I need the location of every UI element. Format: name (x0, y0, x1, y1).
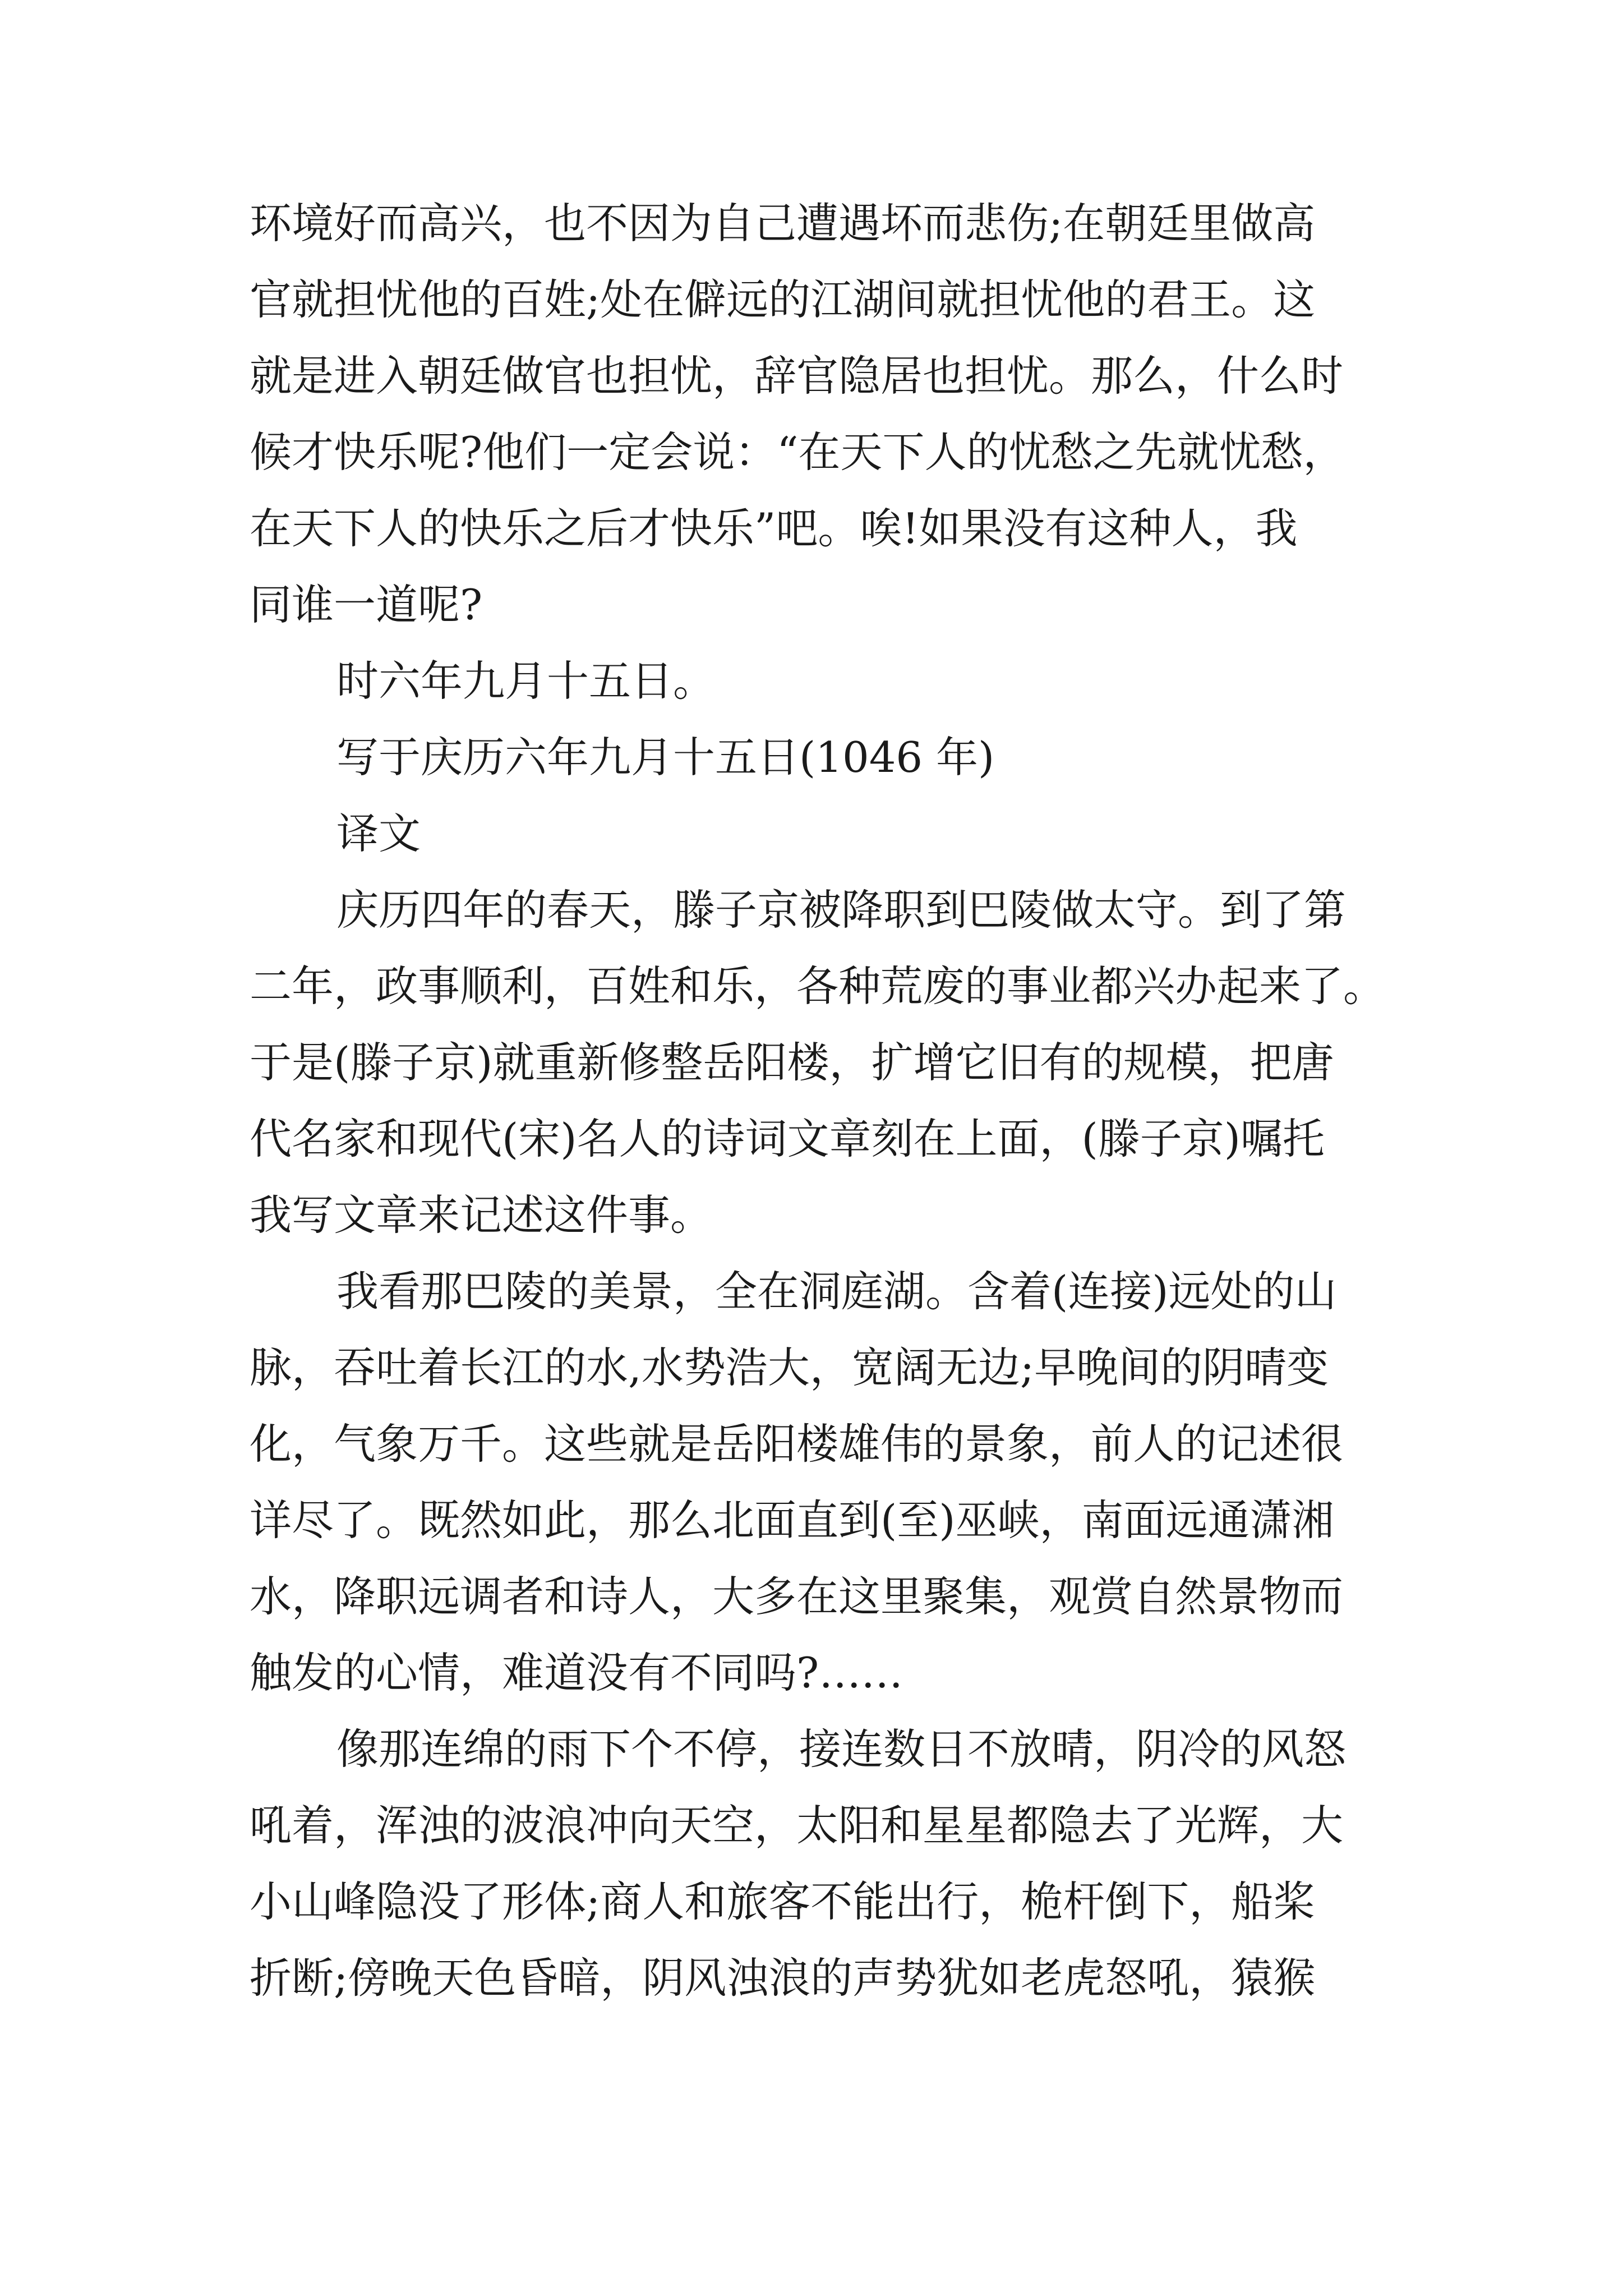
document-page (250, 185, 1394, 2016)
text-line: 水，降职远调者和诗人，大多在这里聚集，观赏自然景物而 (250, 1572, 1344, 1621)
text-line: 于是(滕子京)就重新修整岳阳楼，扩增它旧有的规模，把唐 (250, 1038, 1334, 1087)
text-line: 脉，吞吐着长江的水,水势浩大，宽阔无边;早晚间的阴晴变 (250, 1343, 1329, 1392)
text-line: 像那连绵的雨下个不停，接连数日不放晴，阴冷的风怒 (336, 1724, 1347, 1774)
text-line: 官就担忧他的百姓;处在僻远的江湖间就担忧他的君王。这 (250, 275, 1316, 324)
text-line: 代名家和现代(宋)名人的诗词文章刻在上面，(滕子京)嘱托 (250, 1114, 1325, 1163)
text-line: 就是进入朝廷做官也担忧，辞官隐居也担忧。那么，什么时 (250, 351, 1344, 401)
text-line: 环境好而高兴，也不因为自己遭遇坏而悲伤;在朝廷里做高 (250, 199, 1316, 248)
text-line: 我看那巴陵的美景，全在洞庭湖。含着(连接)远处的山 (336, 1267, 1337, 1316)
text-line: 吼着，浑浊的波浪冲向天空，太阳和星星都隐去了光辉，大 (250, 1801, 1344, 1850)
text-line: 二年，政事顺利，百姓和乐，各种荒废的事业都兴办起来了。 (250, 961, 1386, 1011)
text-line: 我写文章来记述这件事。 (250, 1190, 713, 1240)
text-line: 候才快乐呢?他们一定会说：“在天下人的忧愁之先就忧愁， (250, 427, 1345, 477)
written-date-line: 写于庆历六年九月十五日(1046 年) (336, 733, 995, 782)
text-line: 化，气象万千。这些就是岳阳楼雄伟的景象，前人的记述很 (250, 1419, 1344, 1469)
section-heading-translation: 译文 (336, 809, 421, 858)
text-line: 折断;傍晚天色昏暗，阴风浊浪的声势犹如老虎怒吼，猿猴 (250, 1953, 1316, 2003)
text-line: 同谁一道呢? (250, 580, 483, 629)
text-line: 庆历四年的春天，滕子京被降职到巴陵做太守。到了第 (336, 885, 1347, 935)
text-line: 触发的心情，难道没有不同吗?…… (250, 1648, 903, 1697)
text-line: 在天下人的快乐之后才快乐”吧。唉!如果没有这种人，我 (250, 504, 1298, 553)
text-line: 小山峰隐没了形体;商人和旅客不能出行，桅杆倒下，船桨 (250, 1877, 1316, 1926)
date-line: 时六年九月十五日。 (336, 656, 716, 706)
text-line: 详尽了。既然如此，那么北面直到(至)巫峡，南面远通潇湘 (250, 1496, 1334, 1545)
